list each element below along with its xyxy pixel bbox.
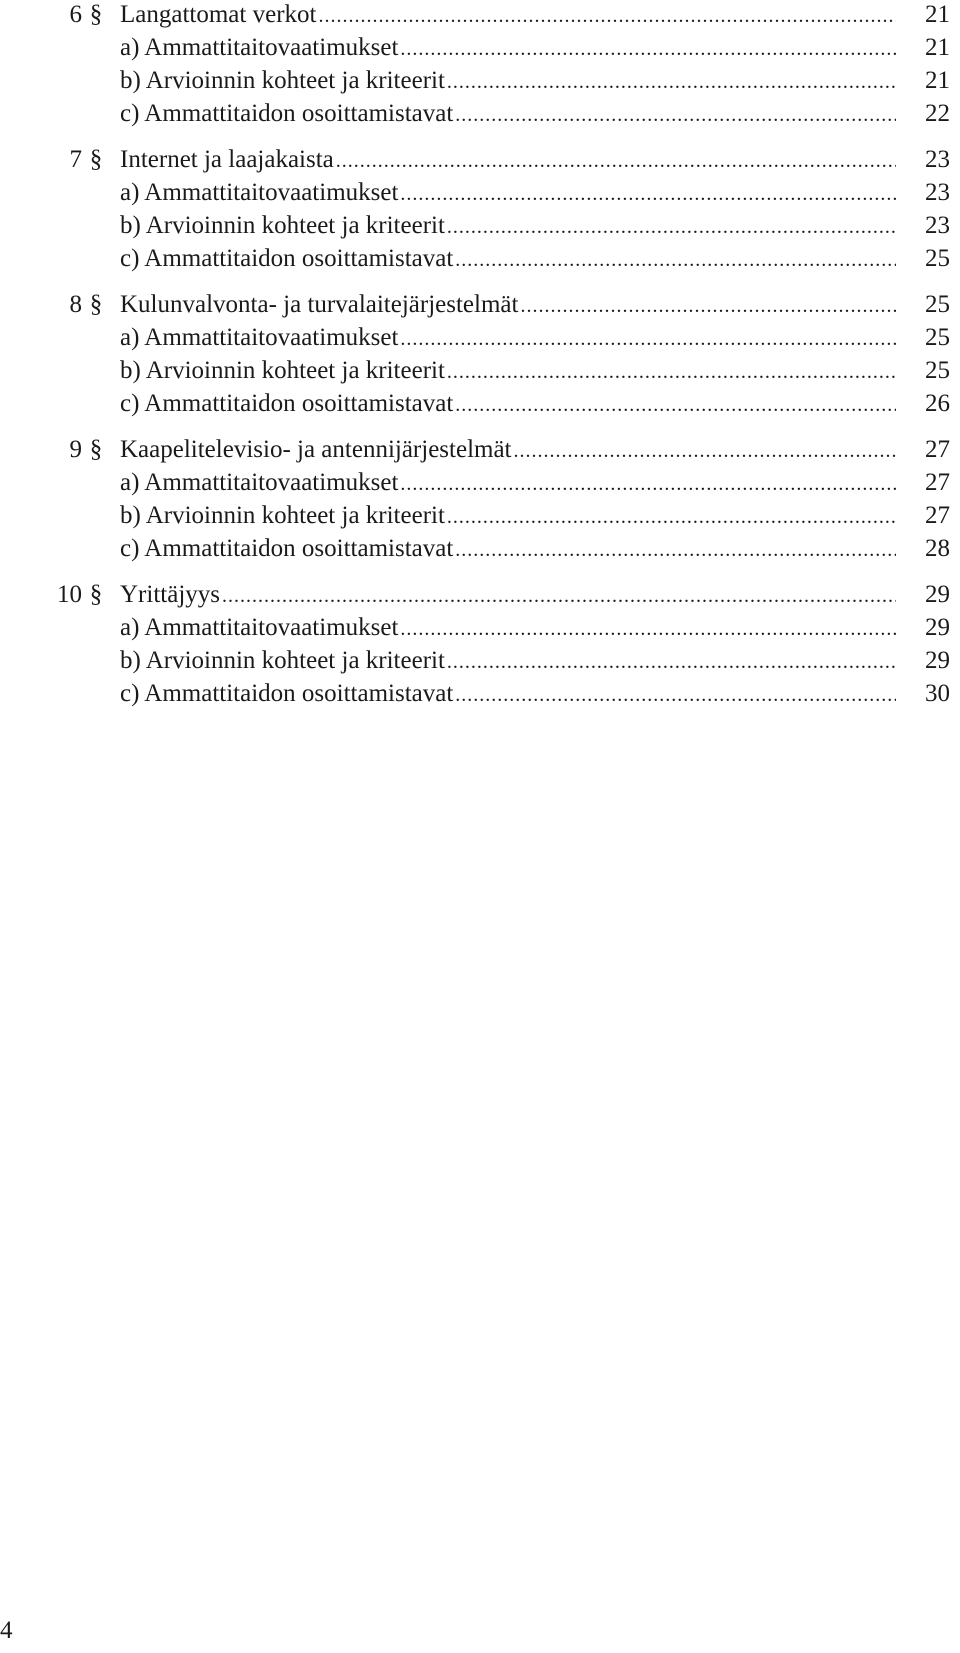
- toc-item[interactable]: [0, 66, 960, 99]
- dot-leader: [455, 105, 896, 125]
- toc-item[interactable]: [0, 468, 960, 501]
- toc-item[interactable]: [0, 99, 960, 132]
- toc-section-8: [0, 290, 960, 422]
- dot-leader: [400, 329, 896, 349]
- item-title: b) Arvioinnin kohteet ja kriteerit: [120, 502, 445, 529]
- page-reference: 26: [925, 390, 950, 417]
- section-sign: §: [89, 146, 103, 173]
- toc-item[interactable]: [0, 646, 960, 679]
- dot-leader: [222, 586, 896, 606]
- dot-leader: [318, 6, 896, 26]
- item-title: b) Arvioinnin kohteet ja kriteerit: [120, 67, 445, 94]
- dot-leader: [455, 250, 896, 270]
- section-title: Internet ja laajakaista: [120, 146, 334, 173]
- page-reference: 25: [925, 245, 950, 272]
- item-title: a) Ammattitaitovaatimukset: [120, 614, 399, 641]
- toc-section-heading[interactable]: [0, 145, 960, 178]
- dot-leader: [400, 474, 896, 494]
- page-reference: 25: [925, 291, 950, 318]
- page-reference: 22: [925, 100, 950, 127]
- toc-section-heading[interactable]: [0, 580, 960, 613]
- toc-section-10: [0, 580, 960, 712]
- dot-leader: [447, 217, 896, 237]
- page-reference: 29: [925, 581, 950, 608]
- toc-item[interactable]: [0, 244, 960, 277]
- toc-section-7: [0, 145, 960, 277]
- section-number: 6: [69, 1, 82, 28]
- section-number: 10: [57, 581, 82, 608]
- toc-item[interactable]: [0, 211, 960, 244]
- dot-leader: [455, 540, 896, 560]
- page-reference: 29: [925, 647, 950, 674]
- dot-leader: [336, 151, 896, 171]
- dot-leader: [400, 184, 896, 204]
- page-reference: 30: [925, 680, 950, 707]
- page-reference: 21: [925, 34, 950, 61]
- page-number: 4: [0, 1617, 13, 1644]
- page-reference: 27: [925, 469, 950, 496]
- item-title: c) Ammattitaidon osoittamistavat: [120, 245, 454, 272]
- toc-section-heading[interactable]: [0, 435, 960, 468]
- section-title: Langattomat verkot: [120, 1, 317, 28]
- page-reference: 21: [925, 67, 950, 94]
- page-reference: 29: [925, 614, 950, 641]
- section-number: 7: [69, 146, 82, 173]
- page-reference: 25: [925, 357, 950, 384]
- page-reference: 28: [925, 535, 950, 562]
- dot-leader: [400, 619, 896, 639]
- toc-item[interactable]: [0, 356, 960, 389]
- section-title: Yrittäjyys: [120, 581, 220, 608]
- dot-leader: [520, 296, 896, 316]
- dot-leader: [447, 652, 896, 672]
- item-title: c) Ammattitaidon osoittamistavat: [120, 535, 454, 562]
- item-title: b) Arvioinnin kohteet ja kriteerit: [120, 212, 445, 239]
- page-reference: 27: [925, 502, 950, 529]
- page-reference: 27: [925, 436, 950, 463]
- toc-section-heading[interactable]: [0, 290, 960, 323]
- dot-leader: [400, 39, 896, 59]
- toc-section-9: [0, 435, 960, 567]
- item-title: b) Arvioinnin kohteet ja kriteerit: [120, 357, 445, 384]
- toc-item[interactable]: [0, 178, 960, 211]
- item-title: c) Ammattitaidon osoittamistavat: [120, 680, 454, 707]
- item-title: c) Ammattitaidon osoittamistavat: [120, 390, 454, 417]
- section-number: 9: [69, 436, 82, 463]
- section-sign: §: [89, 291, 103, 318]
- toc-item[interactable]: [0, 501, 960, 534]
- section-sign: §: [89, 581, 103, 608]
- dot-leader: [514, 441, 896, 461]
- toc-item[interactable]: [0, 534, 960, 567]
- page-reference: 23: [925, 179, 950, 206]
- toc-section-heading[interactable]: [0, 0, 960, 33]
- item-title: a) Ammattitaitovaatimukset: [120, 179, 399, 206]
- section-number: 8: [69, 291, 82, 318]
- item-title: a) Ammattitaitovaatimukset: [120, 324, 399, 351]
- item-title: a) Ammattitaitovaatimukset: [120, 469, 399, 496]
- section-title: Kaapelitelevisio- ja antennijärjestelmät: [120, 436, 512, 463]
- toc-section-6: [0, 0, 960, 132]
- dot-leader: [447, 362, 896, 382]
- table-of-contents: [0, 0, 960, 725]
- toc-item[interactable]: [0, 679, 960, 712]
- page-reference: 25: [925, 324, 950, 351]
- toc-item[interactable]: [0, 323, 960, 356]
- section-title: Kulunvalvonta- ja turvalaitejärjestelmät: [120, 291, 519, 318]
- section-sign: §: [89, 436, 103, 463]
- page-reference: 23: [925, 212, 950, 239]
- dot-leader: [447, 507, 896, 527]
- page-reference: 21: [925, 1, 950, 28]
- dot-leader: [455, 395, 896, 415]
- item-title: c) Ammattitaidon osoittamistavat: [120, 100, 454, 127]
- item-title: b) Arvioinnin kohteet ja kriteerit: [120, 647, 445, 674]
- toc-item[interactable]: [0, 613, 960, 646]
- dot-leader: [455, 685, 896, 705]
- page-reference: 23: [925, 146, 950, 173]
- item-title: a) Ammattitaitovaatimukset: [120, 34, 399, 61]
- section-sign: §: [89, 1, 103, 28]
- toc-item[interactable]: [0, 33, 960, 66]
- toc-item[interactable]: [0, 389, 960, 422]
- dot-leader: [447, 72, 896, 92]
